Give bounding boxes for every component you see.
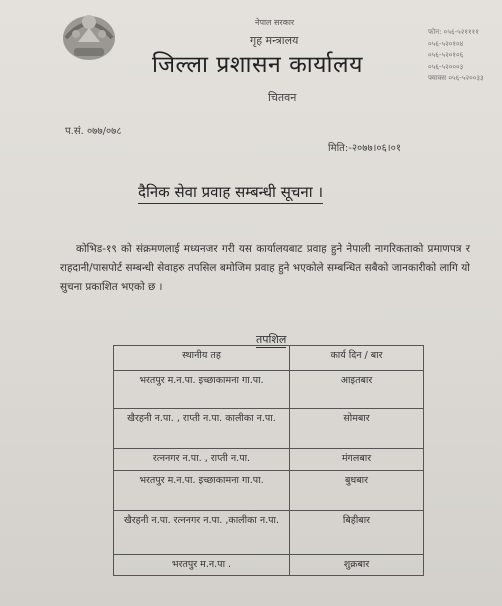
contact-line: ०५६-५२०००३	[428, 62, 464, 71]
local-level-cell: भरतपुर म.न.पा .	[114, 555, 290, 576]
reference-number: प.सं. ०७७/०७८	[65, 126, 122, 137]
local-level-cell: भरतपुर म.न.पा. इच्छाकामना गा.पा.	[114, 371, 290, 409]
schedule-title: तपशिल	[256, 333, 287, 346]
day-cell: सोमबार	[290, 409, 424, 449]
district-label: चितवन	[268, 91, 297, 104]
letter-date: मिति:-२०७७।०६।०१	[328, 143, 402, 154]
day-cell: बुधबार	[290, 471, 424, 511]
table-row	[114, 471, 424, 511]
table-header-row	[114, 346, 424, 371]
local-level-cell: खैरहनी न.पा. रत्ननगर न.पा. ,कालीका न.पा.	[114, 511, 290, 555]
local-level-cell: रत्ननगर न.पा. , राप्ती न.पा.	[114, 449, 290, 471]
table-row	[114, 409, 424, 449]
table-row	[114, 555, 424, 576]
day-cell: शुक्रबार	[290, 555, 424, 576]
local-level-cell: खैरहनी न.पा. , राप्ती न.पा. कालीका न.पा.	[114, 409, 290, 449]
table-row	[114, 371, 424, 409]
contact-line: फोन: ०५६-५२११११	[428, 28, 479, 36]
column-header-local-level: स्थानीय तह	[114, 346, 290, 371]
table-row	[114, 449, 424, 471]
contact-block	[428, 27, 484, 85]
day-cell: बिहीबार	[290, 511, 424, 555]
notice-subject: दैनिक सेवा प्रवाह सम्बन्धी सूचना ।	[138, 182, 323, 204]
contact-line: फ्याक्स ०५६-५२००३३	[428, 74, 484, 82]
office-title: जिल्ला प्रशासन कार्यालय	[152, 52, 363, 78]
day-cell: आइतबार	[290, 371, 424, 409]
ministry-label: गृह मन्त्रालय	[250, 34, 299, 47]
column-header-working-day: कार्य दिन / बार	[290, 346, 424, 371]
contact-line: ०५६-५२०१०६	[428, 51, 464, 59]
nepal-government-emblem-icon	[60, 8, 118, 64]
local-level-cell: भरतपुर म.न.पा. इच्छाकामना गा.पा.	[114, 471, 290, 511]
contact-line: ०५६-५२०१०४	[428, 39, 464, 48]
day-cell: मंगलबार	[290, 449, 424, 471]
notice-body: कोभिड-१९ को संक्रमणलाई मध्यनजर गरी यस कार्यालयबाट प्रवाह हुने नेपाली नागरिकताको प्रमाणपत्र र राहदानी/पासपोर्ट सम्बन्धी सेवाहरु तपसिल बमोजिम प्रवाह हुने भएकोले सम्बन्धित सबैको जानकारीको लागि यो सुचना प्रकाशित भएको छ ।	[60, 243, 470, 293]
table-row	[114, 511, 424, 555]
schedule-table	[113, 345, 424, 576]
government-label: नेपाल सरकार	[255, 18, 295, 27]
